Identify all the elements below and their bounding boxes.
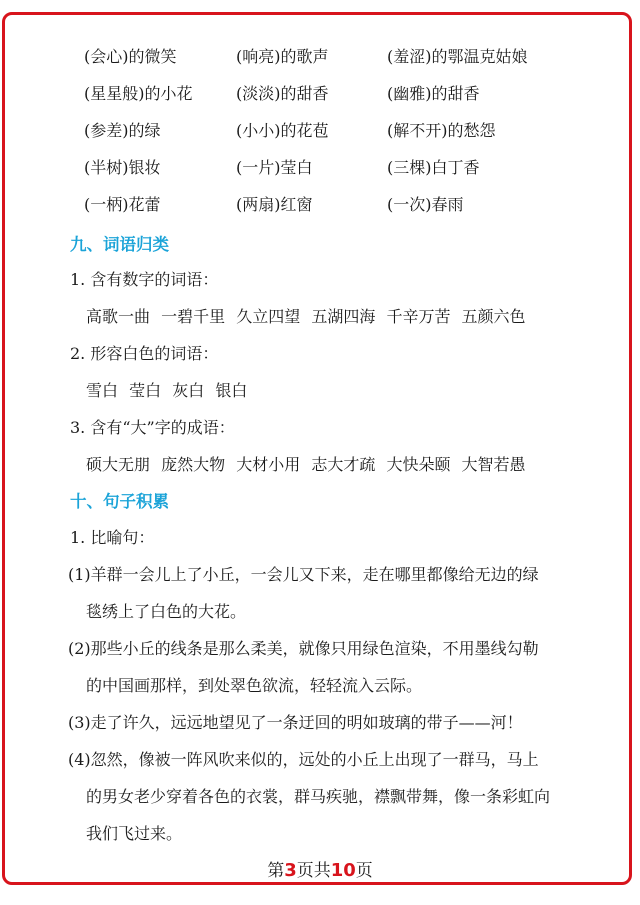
footer-prefix: 第: [267, 861, 285, 881]
phrase-row: [84, 77, 604, 114]
phrase-row: [84, 40, 604, 77]
word-item: 大快朵颐: [386, 455, 451, 474]
phrase-item: (羞涩)的鄂温克姑娘: [387, 47, 528, 66]
page-footer: [0, 856, 640, 881]
phrase-item: (三棵)白丁香: [387, 158, 480, 177]
word-item: 久立四望: [236, 307, 301, 326]
page-number: 3: [284, 860, 297, 881]
phrase-item: (小小)的花苞: [236, 121, 329, 140]
word-list: [86, 452, 532, 475]
category-label: 1. 含有数字的词语：: [70, 270, 219, 289]
sentence-line: 的男女老少穿着各色的衣裳，群马疾驰，襟飘带舞，像一条彩虹向: [86, 787, 551, 806]
word-item: 千辛万苦: [386, 307, 451, 326]
word-item: 大智若愚: [461, 455, 526, 474]
section-heading: 十、句子积累: [70, 492, 169, 511]
word-item: 灰白: [172, 381, 205, 400]
category-label: 2. 形容白色的词语：: [70, 344, 219, 363]
sentence-line: (2)那些小丘的线条是那么柔美，就像只用绿色渲染，不用墨线勾勒: [68, 639, 539, 658]
sentence-line: (3)走了许久，远远地望见了一条迂回的明如玻璃的带子——河！: [68, 713, 523, 732]
phrase-row: [84, 151, 604, 188]
phrase-item: (响亮)的歌声: [236, 47, 329, 66]
footer-suffix: 页: [355, 861, 373, 881]
phrase-item: (解不开)的愁怨: [387, 121, 496, 140]
footer-middle: 页共: [296, 861, 331, 881]
sentence-line: 的中国画那样，到处翠色欲流，轻轻流入云际。: [86, 676, 423, 695]
word-list: [86, 378, 253, 401]
word-item: 高歌一曲: [86, 307, 151, 326]
word-item: 庞然大物: [161, 455, 226, 474]
phrase-item: (一次)春雨: [387, 195, 464, 214]
category-label: 3. 含有“大”字的成语：: [70, 418, 235, 437]
section-heading: 九、词语归类: [70, 235, 169, 254]
category-label: 1. 比喻句：: [70, 528, 155, 547]
word-list: [86, 304, 532, 327]
word-item: 五颜六色: [461, 307, 526, 326]
word-item: 志大才疏: [311, 455, 376, 474]
word-item: 一碧千里: [161, 307, 226, 326]
phrase-item: (半树)银妆: [84, 158, 161, 177]
phrase-item: (一柄)花蕾: [84, 195, 161, 214]
word-item: 雪白: [86, 381, 119, 400]
phrase-row: [84, 114, 604, 151]
word-item: 银白: [215, 381, 248, 400]
phrase-item: (参差)的绿: [84, 121, 161, 140]
sentence-line: 毯绣上了白色的大花。: [86, 602, 247, 621]
total-pages: 10: [330, 860, 356, 881]
phrase-grid: [84, 40, 604, 225]
phrase-item: (一片)莹白: [236, 158, 313, 177]
word-item: 五湖四海: [311, 307, 376, 326]
sentence-line: 我们飞过来。: [86, 824, 183, 843]
phrase-item: (淡淡)的甜香: [236, 84, 329, 103]
word-item: 大材小用: [236, 455, 301, 474]
sentence-line: (1)羊群一会儿上了小丘，一会儿又下来，走在哪里都像给无边的绿: [68, 565, 539, 584]
phrase-item: (会心)的微笑: [84, 47, 177, 66]
phrase-item: (星星般)的小花: [84, 84, 193, 103]
phrase-row: [84, 188, 604, 225]
word-item: 莹白: [129, 381, 162, 400]
sentence-line: (4)忽然，像被一阵风吹来似的，远处的小丘上出现了一群马，马上: [68, 750, 539, 769]
word-item: 硕大无朋: [86, 455, 151, 474]
phrase-item: (幽雅)的甜香: [387, 84, 480, 103]
phrase-item: (两扇)红窗: [236, 195, 313, 214]
